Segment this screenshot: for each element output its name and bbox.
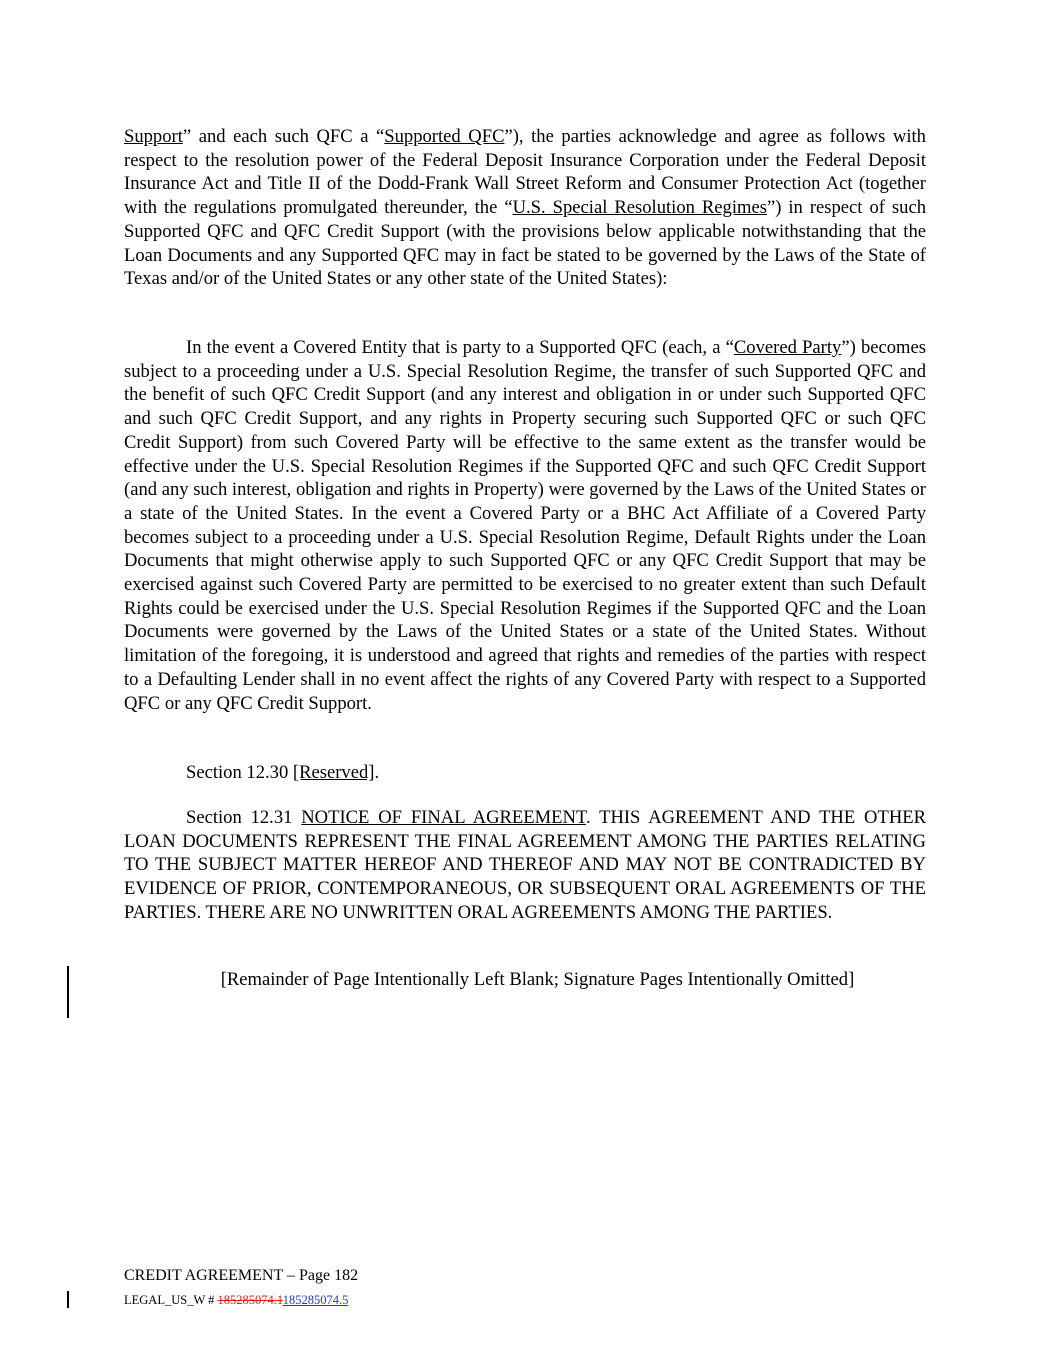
- remainder-note: [Remainder of Page Intentionally Left Blank; Signature Pages Intentionally Omitted]: [220, 969, 855, 990]
- section-number: Section 12.31: [186, 807, 302, 828]
- defined-term-supported-qfc: Supported QFC: [384, 126, 505, 147]
- paragraph-text: ”) in respect of such Supported QFC and QFC Credit Support (with the provisions below applicable notwithstanding that the Loan Documents and any Supported QFC may in fact be stated to be governed by the Laws of the State of Texas and/or of the United States or any other state of the United States):: [124, 197, 926, 290]
- section-title: NOTICE OF FINAL AGREEMENT: [301, 807, 586, 828]
- doc-number-inserted: 185285074.5: [282, 1293, 349, 1307]
- revision-change-bar: [67, 966, 69, 1018]
- section-title: [Reserved]: [292, 762, 375, 783]
- paragraph-text: In the event a Covered Entity that is party to a Supported QFC (each, a “: [186, 337, 734, 358]
- doc-number-deleted: 185285074.1: [217, 1293, 283, 1307]
- footer-document-number: [124, 1292, 348, 1308]
- defined-term-support: Support: [124, 126, 183, 147]
- footer-page-title: CREDIT AGREEMENT – Page 182: [124, 1267, 359, 1284]
- paragraph-covered-party: [124, 336, 926, 715]
- defined-term-us-special-resolution-regimes: U.S. Special Resolution Regimes: [512, 197, 767, 219]
- section-12-31: [124, 806, 926, 925]
- doc-number-prefix: LEGAL_US_W #: [124, 1293, 218, 1307]
- paragraph-text: ”), the parties acknowledge and agree as follows with respect to the resolution power of the Federal Deposit Insurance Corporation under the Federal Deposit Insurance Act and Title II of the Dodd-Frank Wall Street Reform and Consumer Protection Act (together with the regulations promulgated thereunder, the “: [124, 126, 926, 219]
- paragraph-text: ” and each such QFC a “: [182, 126, 385, 147]
- revision-change-bar: [67, 1291, 69, 1308]
- section-body: . THIS AGREEMENT AND THE OTHER LOAN DOCUMENTS REPRESENT THE FINAL AGREEMENT AMONG THE PARTIES RELATING TO THE SUBJECT MATTER HEREOF AND THEREOF AND MAY NOT BE CONTRADICTED BY EVIDENCE OF PRIOR, CONTEMPORANEOUS, OR SUBSEQUENT ORAL AGREEMENTS OF THE PARTIES. THERE ARE NO UNWRITTEN ORAL AGREEMENTS AMONG THE PARTIES.: [124, 807, 927, 923]
- section-12-30: [124, 761, 926, 785]
- section-punctuation: .: [374, 762, 380, 783]
- paragraph-text: ”) becomes subject to a proceeding under a U.S. Special Resolution Regime, the transfer of such Supported QFC and the benefit of such QFC Credit Support (and any interest and obligation in or under such Supported QFC and such QFC Credit Support, and any rights in Property securing such Supported QFC or such QFC Credit Support) from such Covered Party will be effective to the same extent as the transfer would be effective under the U.S. Special Resolution Regimes if the Supported QFC and such QFC Credit Support (and any such interest, obligation and rights in Property) were governed by the Laws of the United States or a state of the United States. In the event a Covered Party or a BHC Act Affiliate of a Covered Party becomes subject to a proceeding under a U.S. Special Resolution Regime, Default Rights under the Loan Documents that might otherwise apply to such Supported QFC or any QFC Credit Support that may be exercised against such Covered Party are permitted to be exercised to no greater extent than such Default Rights could be exercised under the U.S. Special Resolution Regimes if the Supported QFC and the Loan Documents were governed by the Laws of the United States or a state of the United States. Without limitation of the foregoing, it is understood and agreed that rights and remedies of the parties with respect to a Defaulting Lender shall in no event affect the rights of any Covered Party with respect to a Supported QFC or any QFC Credit Support.: [124, 337, 926, 714]
- defined-term-covered-party: Covered Party: [733, 337, 842, 358]
- section-number: Section 12.30: [186, 762, 293, 783]
- paragraph-qfc-support: [124, 125, 926, 291]
